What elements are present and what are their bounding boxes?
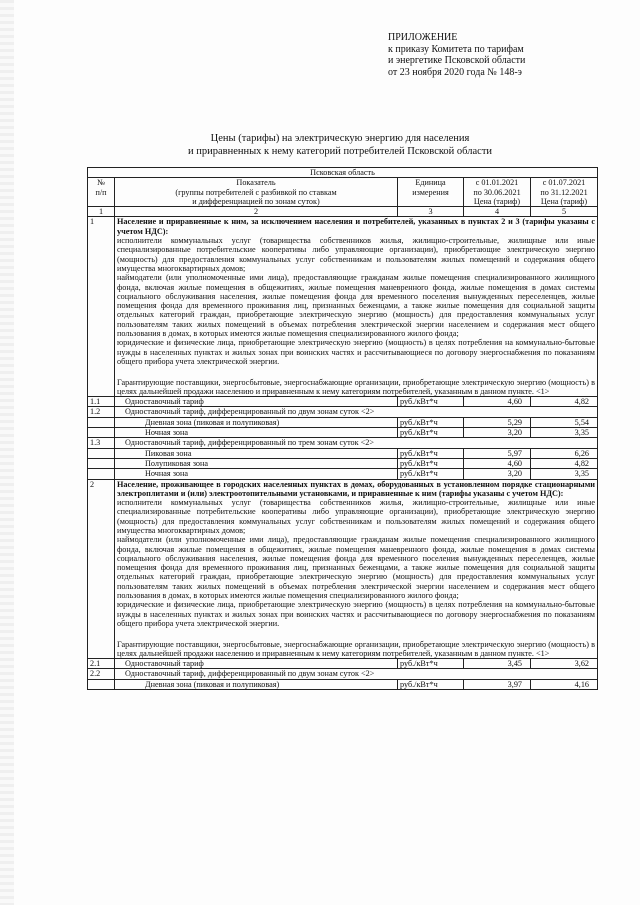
row-number (88, 417, 115, 427)
row-label: Дневная зона (пиковая и полупиковая) (115, 417, 398, 427)
row-unit: руб./кВт*ч (398, 469, 464, 479)
row-label: Пиковая зона (115, 448, 398, 458)
row-unit: руб./кВт*ч (398, 428, 464, 438)
row-unit: руб./кВт*ч (398, 448, 464, 458)
row-number: 1.1 (88, 397, 115, 407)
row-number (88, 448, 115, 458)
header-period-2: с 01.07.2021 по 31.12.2021 Цена (тариф) (531, 178, 598, 207)
appendix-line-3: от 23 ноября 2020 года № 148-э (388, 66, 522, 78)
section-description: Население, проживающее в городских населенных пунктах в домах, оборудованных в установленном порядке стационарными электроплитами и (или) электроотопительными установками, и приравненные к ним (тарифы указаны с учетом НДС): исполнители коммунальных услуг (товарищества собственников жилья, жилищно-строительные, жилищные или иные специализированные потребительские кооперативы либо управляющие организации), приобретающие электрическую энергию (мощность) для предоставления коммунальных услуг собственникам и пользователям жилых помещений и содержания общего имущества многоквартирных домов; наймодатели (или уполномоченные ими лица), предоставляющие гражданам жилые помещения специализированного жилищного фонда, включая жилые помещения в общежитиях, жилые помещения маневренного фонда, жилые помещения в домах системы социального обслуживания населения, жилые помещения фонда для временного поселения вынужденных переселенцев, жилые помещения фонда для временного проживания лиц, признанных беженцами, а также жилые помещения для социальной защиты отдельных категорий граждан, приобретающие электрическую энергию (мощность) для предоставления коммунальных услуг пользователям таких жилых помещений в объемах потребления электрической энергии населением и содержания мест общего пользования в домах, в которых имеются жилые помещения специализированного жилого фонда; юридические и физические лица, приобретающие электрическую энергию (мощность) в целях потребления на коммунально-бытовые нужды в населенных пунктах и жилых зонах при воинских частях и рассчитывающиеся по договору энергоснабжения по показаниям общего прибора учета электрической энергии. Гарантирующие поставщики, энергосбытовые, энергоснабжающие организации, приобретающие электрическую энергию (мощность) в целях дальнейшей продажи населению и приравненным к нему категориям потребителей, указанным в данном пункте. <1> (115, 479, 598, 659)
row-label: Ночная зона (115, 469, 398, 479)
row-label: Одноставочный тариф, дифференцированный по двум зонам суток <2> (115, 407, 598, 417)
section-number: 2 (88, 479, 115, 659)
row-unit: руб./кВт*ч (398, 397, 464, 407)
row-label: Одноставочный тариф (115, 397, 398, 407)
row-value-1: 4,60 (464, 458, 531, 468)
row-value-2: 6,26 (531, 448, 598, 458)
region-row: Псковская область (88, 168, 598, 178)
row-value-2: 4,16 (531, 679, 598, 689)
row-number: 2.2 (88, 669, 115, 679)
appendix-label: ПРИЛОЖЕНИЕ (388, 32, 458, 43)
row-number (88, 428, 115, 438)
title-line-1: Цены (тарифы) на электрическую энергию для населения (210, 133, 470, 144)
row-label: Ночная зона (115, 428, 398, 438)
row-unit: руб./кВт*ч (398, 458, 464, 468)
row-label: Одноставочный тариф (115, 659, 398, 669)
row-value-1: 5,29 (464, 417, 531, 427)
col-number: 3 (398, 207, 464, 217)
appendix-header (388, 32, 525, 78)
row-value-2: 5,54 (531, 417, 598, 427)
section-number: 1 (88, 217, 115, 397)
row-value-1: 3,45 (464, 659, 531, 669)
row-label: Одноставочный тариф, дифференцированный по двум зонам суток <2> (115, 669, 598, 679)
header-period-1: с 01.01.2021 по 30.06.2021 Цена (тариф) (464, 178, 531, 207)
appendix-line-1: к приказу Комитета по тарифам (388, 43, 524, 55)
col-number: 2 (115, 207, 398, 217)
header-indicator: Показатель (группы потребителей с разбивкой по ставкам и дифференциацией по зонам суток) (115, 178, 398, 207)
scan-edge (0, 0, 14, 905)
row-number (88, 469, 115, 479)
row-value-2: 3,35 (531, 469, 598, 479)
tariff-table (87, 167, 598, 690)
col-number: 4 (464, 207, 531, 217)
row-unit: руб./кВт*ч (398, 417, 464, 427)
row-number (88, 679, 115, 689)
row-value-1: 4,60 (464, 397, 531, 407)
row-value-1: 5,97 (464, 448, 531, 458)
appendix-line-2: и энергетике Псковской области (388, 55, 526, 67)
row-value-2: 3,35 (531, 428, 598, 438)
row-label: Одноставочный тариф, дифференцированный по трем зонам суток <2> (115, 438, 598, 448)
header-num: № п/п (88, 178, 115, 207)
row-label: Полупиковая зона (115, 458, 398, 468)
col-number: 1 (88, 207, 115, 217)
header-unit: Единица измерения (398, 178, 464, 207)
row-value-1: 3,20 (464, 428, 531, 438)
row-number (88, 458, 115, 468)
row-value-2: 4,82 (531, 397, 598, 407)
row-value-1: 3,97 (464, 679, 531, 689)
document-title (90, 133, 590, 158)
row-label: Дневная зона (пиковая и полупиковая) (115, 679, 398, 689)
row-unit: руб./кВт*ч (398, 679, 464, 689)
row-unit: руб./кВт*ч (398, 659, 464, 669)
row-value-1: 3,20 (464, 469, 531, 479)
title-line-2: и приравненных к нему категорий потребителей Псковской области (187, 145, 493, 157)
row-value-2: 4,82 (531, 458, 598, 468)
section-description: Население и приравненные к ним, за исключением населения и потребителей, указанных в пунктах 2 и 3 (тарифы указаны с учетом НДС): исполнители коммунальных услуг (товарищества собственников жилья, жилищно-строительные, жилищные или иные специализированные потребительские кооперативы либо управляющие организации), приобретающие электрическую энергию (мощность) для предоставления коммунальных услуг собственникам и пользователям жилых помещений и содержания общего имущества многоквартирных домов; наймодатели (или уполномоченные ими лица), предоставляющие гражданам жилые помещения специализированного жилищного фонда, включая жилые помещения в общежитиях, жилые помещения маневренного фонда, жилые помещения в домах системы социального обслуживания населения, жилые помещения фонда для временного поселения вынужденных переселенцев, жилые помещения фонда для временного проживания лиц, признанных беженцами, а также жилые помещения для социальной защиты отдельных категорий граждан, приобретающие электрическую энергию (мощность) для предоставления коммунальных услуг пользователям таких жилых помещений в объемах потребления электрической энергии населением и содержания мест общего пользования в домах, в которых имеются жилые помещения специализированного жилого фонда; юридические и физические лица, приобретающие электрическую энергию (мощность) в целях потребления на коммунально-бытовые нужды в населенных пунктах и жилых зонах при воинских частях и рассчитывающиеся по договору энергоснабжения по показаниям общего прибора учета электрической энергии. Гарантирующие поставщики, энергосбытовые, энергоснабжающие организации, приобретающие электрическую энергию (мощность) в целях дальнейшей продажи населению и приравненным к нему категориям потребителей, указанным в данном пункте. <1> (115, 217, 598, 397)
row-number: 1.3 (88, 438, 115, 448)
row-value-2: 3,62 (531, 659, 598, 669)
row-number: 2.1 (88, 659, 115, 669)
row-number: 1.2 (88, 407, 115, 417)
col-number: 5 (531, 207, 598, 217)
